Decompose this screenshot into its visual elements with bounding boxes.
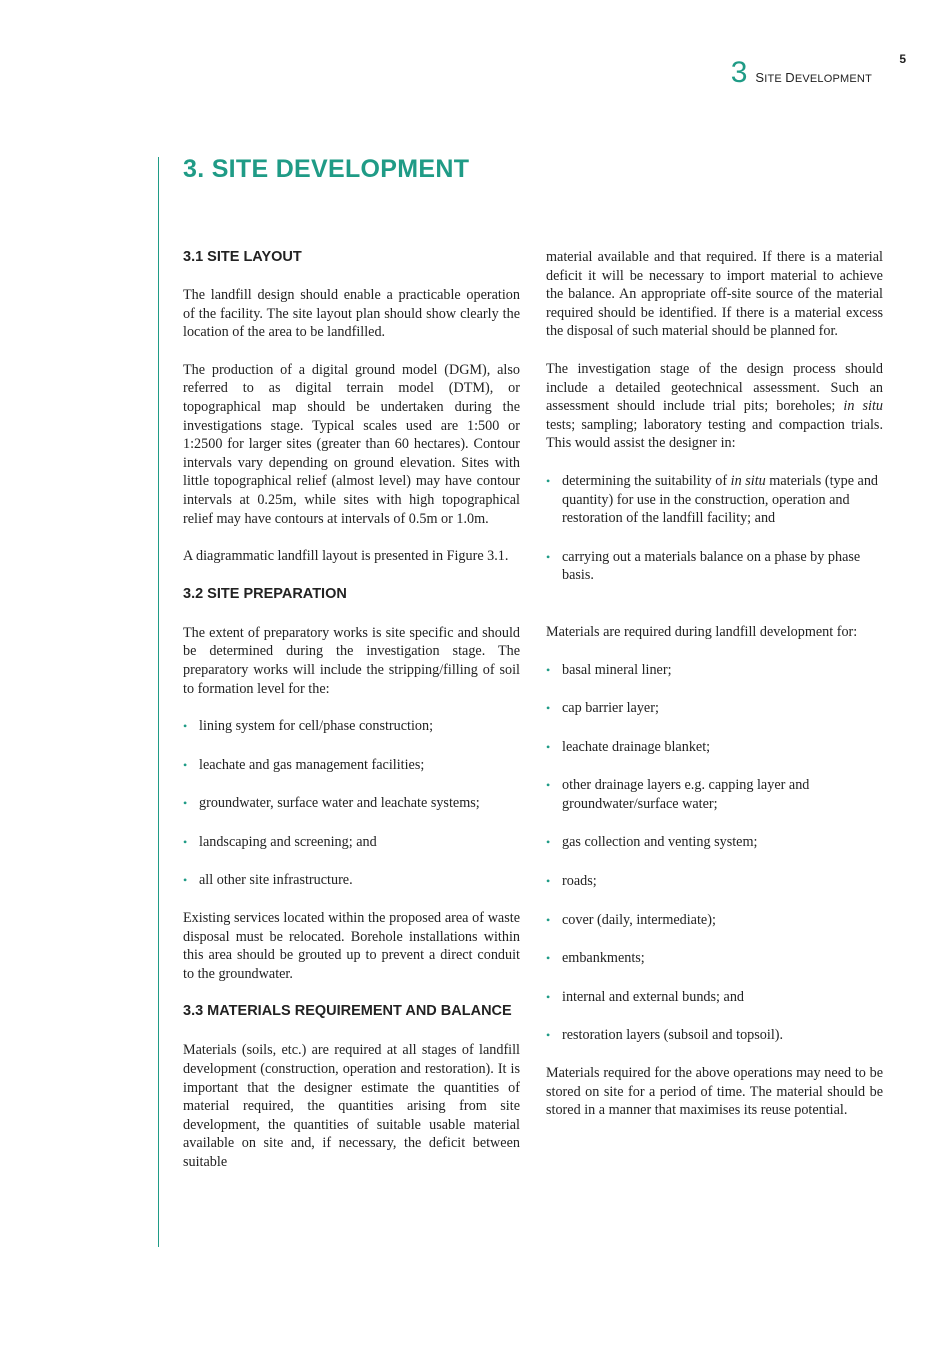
paragraph: Materials required for the above operations may need to be stored on site for a period of time. The material should be stored in a manner that maximises its reuse potential. <box>546 1065 883 1119</box>
list-item: • cap barrier layer; <box>546 699 883 718</box>
paragraph: The investigation stage of the design process should include a detailed geotechnical assessment. Such an assessment should include trial pits; boreholes; in situ tests; sampling; laboratory testing and compaction trials. This would assist the designer in: <box>546 360 884 452</box>
preparatory-works-list <box>183 717 520 890</box>
paragraph: The extent of preparatory works is site specific and should be determined during the investigation stage. The preparatory works will include the stripping/filling of soil to formation level for the: <box>183 624 520 697</box>
right-column <box>546 248 883 1120</box>
list-item: • landscaping and screening; and <box>183 833 520 852</box>
margin-rule <box>158 157 159 1247</box>
section-heading-3-2: 3.2 SITE PREPARATION <box>183 585 347 602</box>
page-number: 5 <box>899 52 906 66</box>
paragraph: The landfill design should enable a practicable operation of the facility. The site layout plan should show clearly the location of the area to be landfilled. <box>183 287 520 341</box>
list-item: • leachate and gas management facilities; <box>183 756 520 775</box>
designer-tasks-list <box>546 472 883 585</box>
list-item: • internal and external bunds; and <box>546 988 883 1007</box>
list-item: • basal mineral liner; <box>546 661 883 680</box>
paragraph: Existing services located within the proposed area of waste disposal must be relocated. Borehole installations within this area should be grouted up to prevent a direct conduit to the groundwater. <box>183 910 520 982</box>
chapter-title: 3. SITE DEVELOPMENT <box>183 155 470 183</box>
list-item: • other drainage layers e.g. capping layer and groundwater/surface water; <box>546 776 883 813</box>
list-item: • determining the suitability of in situ materials (type and quantity) for use in the construction, operation and restoration of the landfill facility; and <box>546 472 883 528</box>
running-header-chapter-title: SITE DEVELOPMENT <box>755 70 872 85</box>
list-item: • embankments; <box>546 949 883 968</box>
list-item: • cover (daily, intermediate); <box>546 911 883 930</box>
section-heading-3-1: 3.1 SITE LAYOUT <box>183 249 302 265</box>
paragraph: A diagrammatic landfill layout is presented in Figure 3.1. <box>183 548 509 565</box>
list-item: • restoration layers (subsoil and topsoil). <box>546 1026 883 1045</box>
materials-list <box>546 661 883 1046</box>
list-item: • carrying out a materials balance on a phase by phase basis. <box>546 548 883 585</box>
list-item: • gas collection and venting system; <box>546 833 883 852</box>
list-item: • roads; <box>546 872 883 891</box>
list-item: • all other site infrastructure. <box>183 871 520 890</box>
list-item: • leachate drainage blanket; <box>546 738 883 757</box>
paragraph: The production of a digital ground model (DGM), also referred to as digital terrain model (DTM), or topographical map should be undertaken during the investigations stage. Typical scales used are 1:500 or 1:2500 for larger sites (greater than 60 hectares). Contour intervals vary depending on ground elevation. Sites with little topographical relief (almost level) may have contour intervals at 0.25m, while sites with high topographical relief may have contours at intervals of 0.5m or 1.0m. <box>183 361 520 527</box>
paragraph: material available and that required. If there is a material deficit it will be necessary to import material to achieve the balance. An appropriate off-site source of the material required should be identified. If there is a material excess the disposal of such material should be planned for. <box>546 249 883 340</box>
paragraph: Materials (soils, etc.) are required at all stages of landfill development (construction, operation and restoration). It is important that the designer estimate the quantities of material required, the quantities arising from site development, the quantities of suitable usable material available on site and, if necessary, the deficit between suitable <box>183 1042 520 1170</box>
list-item: • lining system for cell/phase construction; <box>183 717 520 736</box>
left-column <box>183 248 520 1172</box>
section-heading-3-3: 3.3 MATERIALS REQUIREMENT AND BALANCE <box>183 1003 512 1020</box>
list-item: • groundwater, surface water and leachate systems; <box>183 794 520 813</box>
running-header-chapter-number: 3 <box>730 56 748 89</box>
running-header <box>731 56 872 90</box>
paragraph: Materials are required during landfill development for: <box>546 623 858 640</box>
